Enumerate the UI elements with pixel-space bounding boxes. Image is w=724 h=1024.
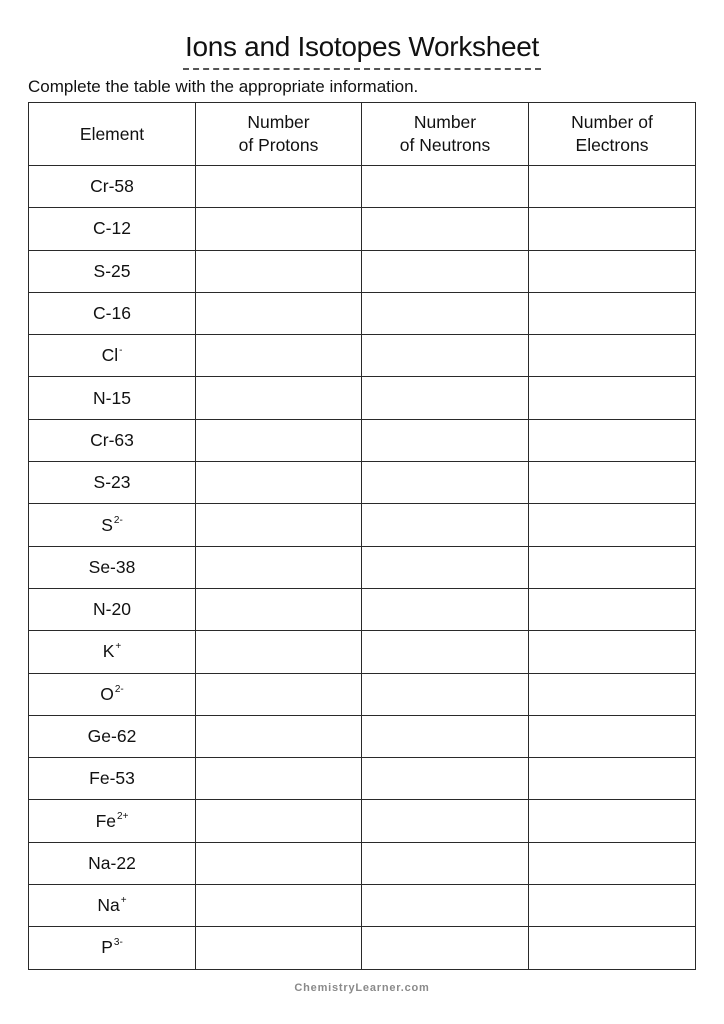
element-cell <box>29 292 196 334</box>
protons-answer-cell[interactable] <box>196 166 362 208</box>
neutrons-answer-cell[interactable] <box>362 166 529 208</box>
electrons-answer-cell[interactable] <box>529 631 696 673</box>
element-symbol: Fe <box>95 810 117 831</box>
element-symbol: S-25 <box>93 260 131 281</box>
element-cell <box>29 335 196 377</box>
neutrons-answer-cell[interactable] <box>362 546 529 588</box>
ion-charge: 2- <box>114 683 124 695</box>
header-line: Element <box>79 123 145 144</box>
protons-answer-cell[interactable] <box>196 419 362 461</box>
element-symbol: P <box>101 937 113 958</box>
element-cell <box>29 631 196 673</box>
neutrons-answer-cell[interactable] <box>362 419 529 461</box>
element-symbol: Cl <box>101 345 119 366</box>
protons-answer-cell[interactable] <box>196 588 362 630</box>
ion-charge: 2- <box>113 514 123 526</box>
header-element <box>29 103 196 166</box>
neutrons-answer-cell[interactable] <box>362 335 529 377</box>
footer-brand: ChemistryLearner.com <box>294 982 430 994</box>
element-cell <box>29 377 196 419</box>
element-symbol: S-23 <box>93 472 131 493</box>
ion-charge: 3- <box>113 937 123 949</box>
neutrons-answer-cell[interactable] <box>362 208 529 250</box>
element-cell <box>29 504 196 546</box>
electrons-answer-cell[interactable] <box>529 250 696 292</box>
element-cell <box>29 927 196 969</box>
protons-answer-cell[interactable] <box>196 842 362 884</box>
ion-charge: - <box>119 345 123 357</box>
table-row <box>29 504 696 546</box>
element-symbol: C-12 <box>93 218 131 239</box>
element-symbol: Na <box>97 895 120 916</box>
protons-answer-cell[interactable] <box>196 927 362 969</box>
table-row <box>29 419 696 461</box>
table-row <box>29 462 696 504</box>
neutrons-answer-cell[interactable] <box>362 250 529 292</box>
element-cell <box>29 166 196 208</box>
protons-answer-cell[interactable] <box>196 377 362 419</box>
neutrons-answer-cell[interactable] <box>362 377 529 419</box>
header-line: Number of <box>571 112 653 132</box>
neutrons-answer-cell[interactable] <box>362 631 529 673</box>
electrons-answer-cell[interactable] <box>529 377 696 419</box>
neutrons-answer-cell[interactable] <box>362 885 529 927</box>
table-row <box>29 885 696 927</box>
table-row <box>29 588 696 630</box>
electrons-answer-cell[interactable] <box>529 885 696 927</box>
protons-answer-cell[interactable] <box>196 208 362 250</box>
header-line: Number <box>413 112 477 132</box>
instructions: Complete the table with the appropriate information. <box>28 77 419 96</box>
table-row <box>29 673 696 715</box>
element-cell <box>29 673 196 715</box>
element-cell <box>29 588 196 630</box>
neutrons-answer-cell[interactable] <box>362 588 529 630</box>
table-row <box>29 631 696 673</box>
protons-answer-cell[interactable] <box>196 673 362 715</box>
worksheet-title <box>0 28 724 70</box>
header-protons <box>196 103 362 166</box>
table-row <box>29 715 696 757</box>
header-line: of Neutrons <box>399 135 491 155</box>
electrons-answer-cell[interactable] <box>529 335 696 377</box>
electrons-answer-cell[interactable] <box>529 758 696 800</box>
element-cell <box>29 715 196 757</box>
table-row <box>29 166 696 208</box>
element-symbol: Cr-63 <box>90 429 134 450</box>
protons-answer-cell[interactable] <box>196 250 362 292</box>
electrons-answer-cell[interactable] <box>529 800 696 842</box>
protons-answer-cell[interactable] <box>196 758 362 800</box>
table-row <box>29 927 696 969</box>
neutrons-answer-cell[interactable] <box>362 715 529 757</box>
element-cell <box>29 419 196 461</box>
neutrons-answer-cell[interactable] <box>362 504 529 546</box>
electrons-answer-cell[interactable] <box>529 504 696 546</box>
protons-answer-cell[interactable] <box>196 546 362 588</box>
protons-answer-cell[interactable] <box>196 335 362 377</box>
worksheet-title-text: Ions and Isotopes Worksheet <box>183 28 541 70</box>
table-row <box>29 335 696 377</box>
table-header-row <box>29 103 696 166</box>
protons-answer-cell[interactable] <box>196 715 362 757</box>
electrons-answer-cell[interactable] <box>529 673 696 715</box>
ion-charge: + <box>115 641 122 653</box>
element-cell <box>29 250 196 292</box>
header-neutrons <box>362 103 529 166</box>
neutrons-answer-cell[interactable] <box>362 927 529 969</box>
neutrons-answer-cell[interactable] <box>362 462 529 504</box>
table-row <box>29 842 696 884</box>
table-row <box>29 546 696 588</box>
protons-answer-cell[interactable] <box>196 462 362 504</box>
header-electrons <box>529 103 696 166</box>
element-symbol: C-16 <box>93 303 131 324</box>
electrons-answer-cell[interactable] <box>529 546 696 588</box>
protons-answer-cell[interactable] <box>196 292 362 334</box>
electrons-answer-cell[interactable] <box>529 292 696 334</box>
element-symbol: Se-38 <box>88 556 136 577</box>
electrons-answer-cell[interactable] <box>529 419 696 461</box>
table-row <box>29 208 696 250</box>
table-row <box>29 800 696 842</box>
neutrons-answer-cell[interactable] <box>362 758 529 800</box>
element-cell <box>29 800 196 842</box>
electrons-answer-cell[interactable] <box>529 715 696 757</box>
element-cell <box>29 462 196 504</box>
neutrons-answer-cell[interactable] <box>362 673 529 715</box>
element-symbol: S <box>101 514 113 535</box>
table-row <box>29 758 696 800</box>
protons-answer-cell[interactable] <box>196 504 362 546</box>
element-symbol: Ge-62 <box>87 726 137 746</box>
neutrons-answer-cell[interactable] <box>362 292 529 334</box>
protons-answer-cell[interactable] <box>196 885 362 927</box>
element-symbol: Fe-53 <box>89 768 135 789</box>
electrons-answer-cell[interactable] <box>529 927 696 969</box>
element-cell <box>29 208 196 250</box>
worksheet-table <box>28 102 696 970</box>
table-row <box>29 292 696 334</box>
electrons-answer-cell[interactable] <box>529 208 696 250</box>
electrons-answer-cell[interactable] <box>529 842 696 884</box>
element-cell <box>29 842 196 884</box>
element-symbol: Cr-58 <box>90 176 134 197</box>
element-symbol: O <box>100 683 114 704</box>
electrons-answer-cell[interactable] <box>529 166 696 208</box>
electrons-answer-cell[interactable] <box>529 462 696 504</box>
element-cell <box>29 546 196 588</box>
neutrons-answer-cell[interactable] <box>362 800 529 842</box>
neutrons-answer-cell[interactable] <box>362 842 529 884</box>
ion-charge: 2+ <box>117 810 129 822</box>
protons-answer-cell[interactable] <box>196 631 362 673</box>
ion-charge: + <box>120 895 127 907</box>
header-line: Electrons <box>575 135 649 155</box>
element-symbol: N-15 <box>93 387 131 408</box>
electrons-answer-cell[interactable] <box>529 588 696 630</box>
element-cell <box>29 758 196 800</box>
element-symbol: K <box>102 641 115 662</box>
table-row <box>29 377 696 419</box>
table-row <box>29 250 696 292</box>
protons-answer-cell[interactable] <box>196 800 362 842</box>
header-line: Number <box>247 112 310 132</box>
element-cell <box>29 885 196 927</box>
element-symbol: Na-22 <box>88 852 136 873</box>
header-line: of Protons <box>238 135 319 155</box>
element-symbol: N-20 <box>93 599 131 620</box>
